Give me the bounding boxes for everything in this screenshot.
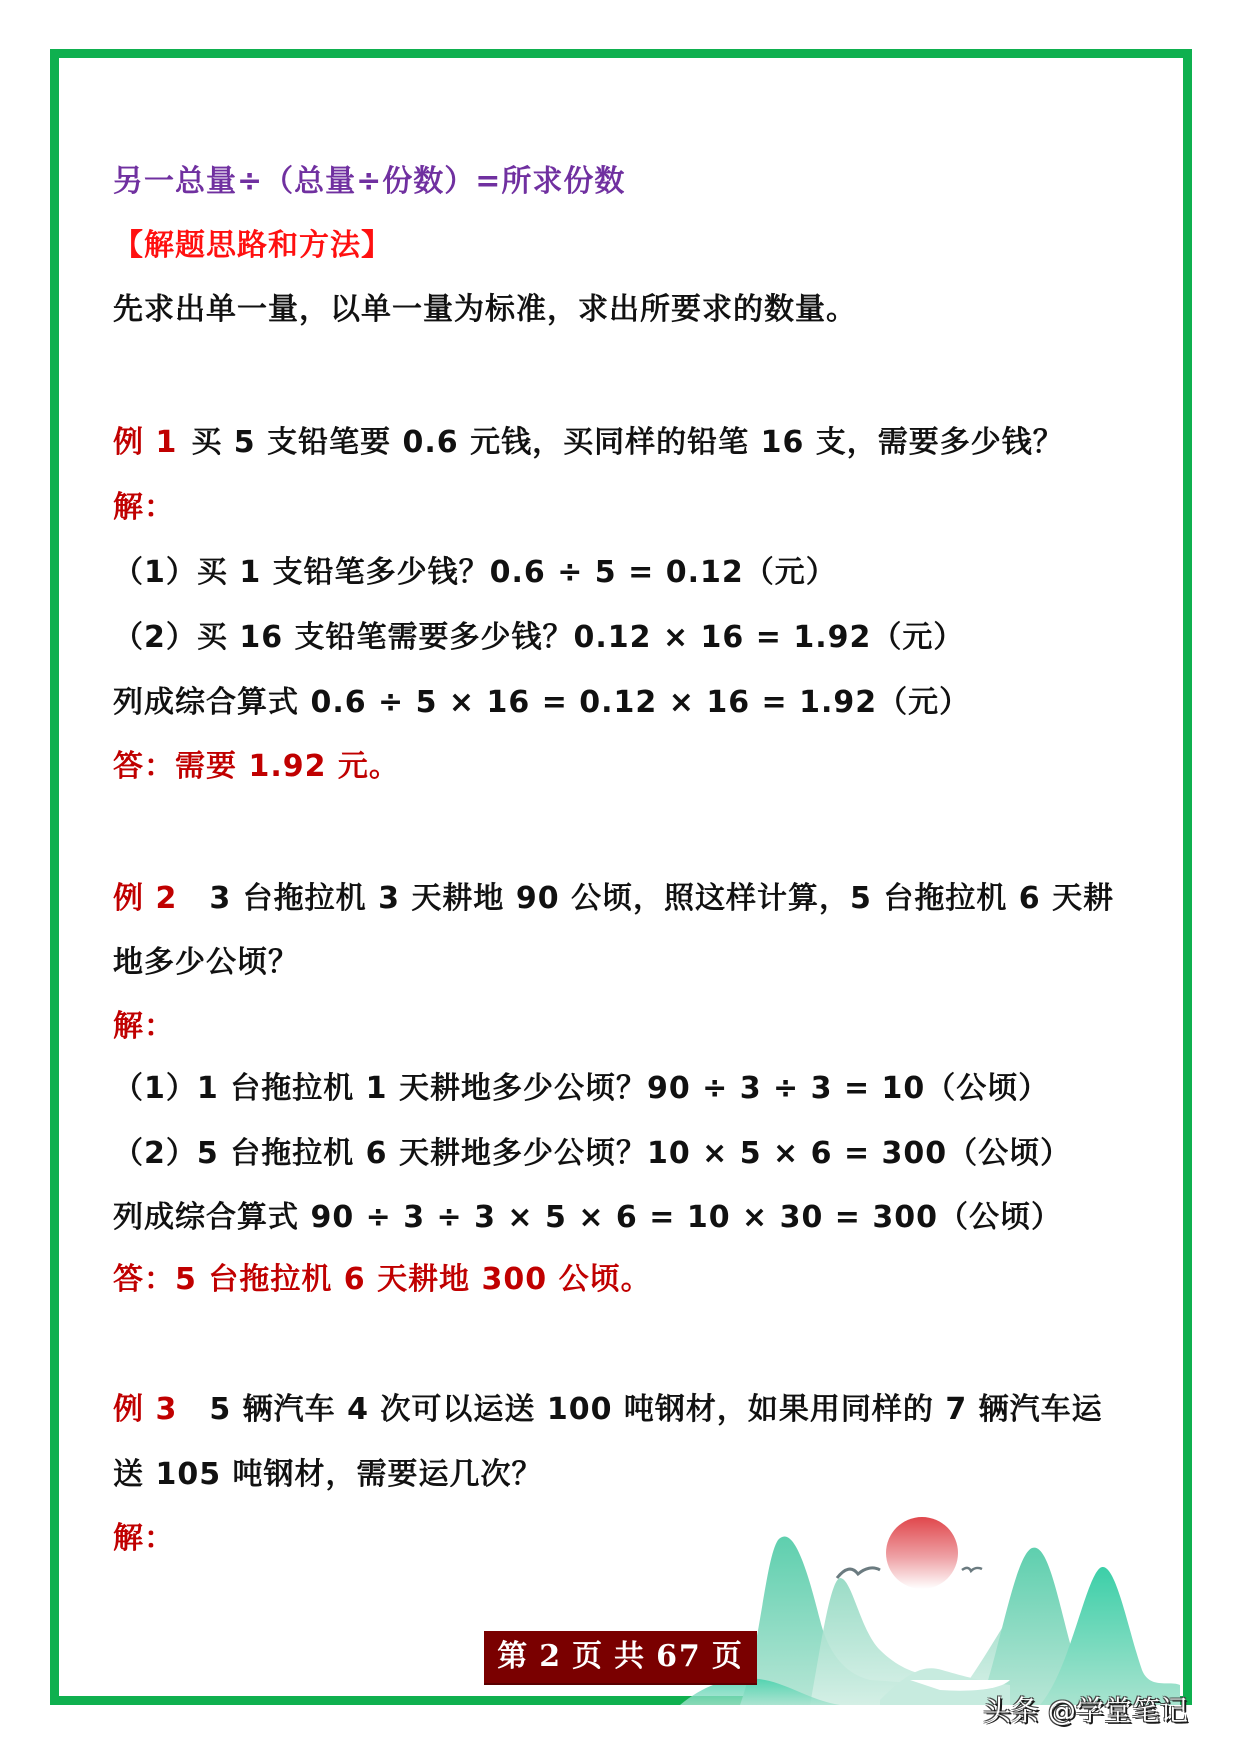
total-page-count: 67: [656, 1639, 702, 1674]
example-1-combined: 列成综合算式 0.6 ÷ 5 × 16 = 0.12 × 16 = 1.92（元）: [113, 685, 971, 720]
current-page-number: 2: [539, 1639, 563, 1674]
example-3-label: 例 3: [113, 1392, 178, 1427]
page-indicator-unit: 页: [572, 1639, 605, 1674]
example-1-solution-label: 解：: [113, 490, 175, 525]
example-2-step-2: （2）5 台拖拉机 6 天耕地多少公顷？10 × 5 × 6 = 300（公顷）: [113, 1136, 1072, 1171]
source-watermark: 头条 @学堂笔记: [983, 1694, 1188, 1727]
page-indicator-prefix: 第: [497, 1639, 530, 1674]
example-1-step-1: （1）买 1 支铅笔多少钱？0.6 ÷ 5 = 0.12（元）: [113, 555, 837, 590]
example-1-label: 例 1: [113, 425, 178, 460]
example-2-question-text-2: 地多少公顷？: [113, 945, 299, 980]
method-heading: 【解题思路和方法】: [113, 228, 392, 263]
example-2-step-1: （1）1 台拖拉机 1 天耕地多少公顷？90 ÷ 3 ÷ 3 = 10（公顷）: [113, 1071, 1050, 1106]
page-indicator-total-label: 共: [614, 1639, 647, 1674]
example-1-question: [113, 423, 1064, 463]
formula-line: 另一总量÷（总量÷份数）=所求份数: [113, 164, 626, 199]
example-2-label: 例 2: [113, 881, 178, 916]
example-3-question: [113, 1390, 1103, 1430]
example-2-combined: 列成综合算式 90 ÷ 3 ÷ 3 × 5 × 6 = 10 × 30 = 300（公顷）: [113, 1200, 1062, 1235]
sun-icon: [886, 1517, 958, 1589]
example-1-answer: 答：需要 1.92 元。: [113, 749, 400, 784]
example-1-step-2: （2）买 16 支铅笔需要多少钱？0.12 × 16 = 1.92（元）: [113, 620, 965, 655]
example-3-solution-label: 解：: [113, 1521, 175, 1556]
example-2-answer: 答：5 台拖拉机 6 天耕地 300 公顷。: [113, 1262, 652, 1297]
example-3-question-text-2: 送 105 吨钢材，需要运几次？: [113, 1457, 543, 1492]
page-indicator-badge: [484, 1631, 757, 1683]
example-1-question-text: 买 5 支铅笔要 0.6 元钱，买同样的铅笔 16 支，需要多少钱？: [191, 425, 1064, 460]
page-indicator-unit-2: 页: [711, 1639, 744, 1674]
method-text: 先求出单一量，以单一量为标准，求出所要求的数量。: [113, 292, 857, 327]
example-3-question-text-1: 5 辆汽车 4 次可以运送 100 吨钢材，如果用同样的 7 辆汽车运: [209, 1392, 1103, 1427]
bird-icon: [837, 1568, 880, 1578]
example-2-question-text-1: 3 台拖拉机 3 天耕地 90 公顷，照这样计算，5 台拖拉机 6 天耕: [209, 881, 1115, 916]
example-2-question: [113, 879, 1114, 919]
example-2-solution-label: 解：: [113, 1009, 175, 1044]
bird-icon: [962, 1568, 982, 1571]
